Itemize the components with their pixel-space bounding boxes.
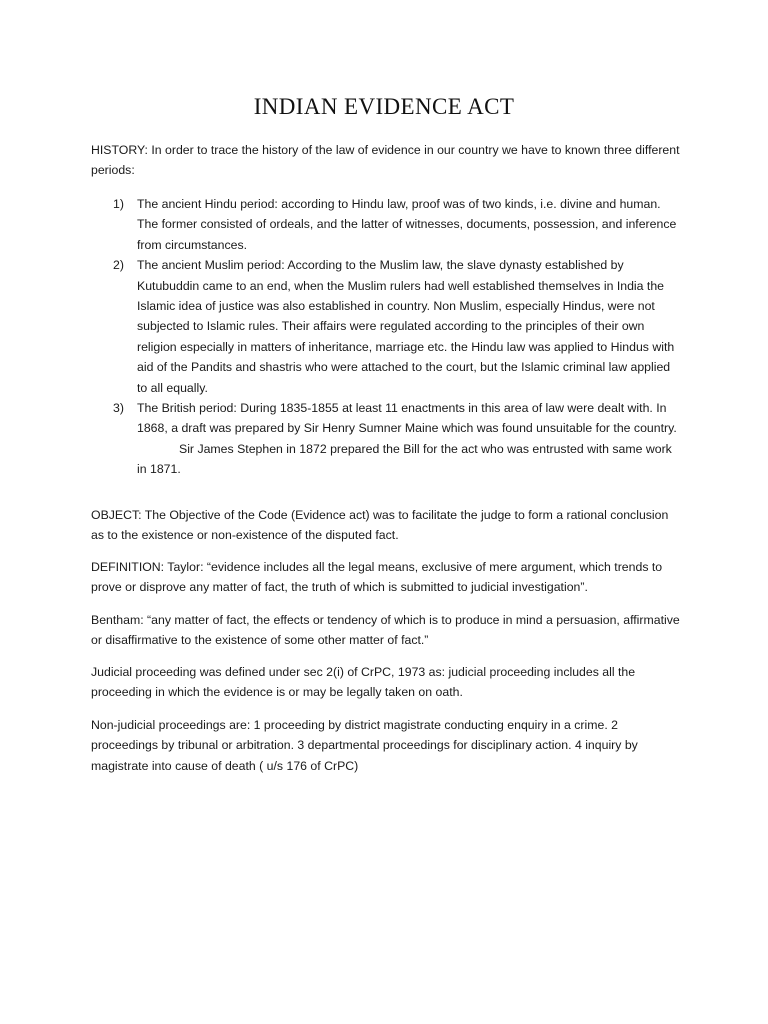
list-item-number: 1) xyxy=(113,197,124,211)
list-item-text: The ancient Muslim period: According to the Muslim law, the slave dynasty established by Kutubuddin came to an end, when the Muslim rulers had well established themselves in India the Islamic idea of justice was also established in country. Non Muslim, especially Hindus, were not subjected to Islamic rules. Their affairs were regulated according to the principles of their own religion especially in matters of inheritance, marriage etc. the Hindu law was applied to Hindus with aid of the Pandits and shastris who were attached to the court, but the Islamic criminal law applied to all equally. xyxy=(137,258,675,395)
stephen-paragraph: Sir James Stephen in 1872 prepared the Bill for the act who was entrusted with same work in 1871. xyxy=(137,441,672,477)
definition-paragraph: DEFINITION: Taylor: “evidence includes all the legal means, exclusive of mere argument, which trends to prove or disprove any matter of fact, the truth of which is submitted to judicial investigation”. xyxy=(91,560,663,595)
list-item-number: 2) xyxy=(113,258,124,273)
non-judicial-proceeding-paragraph: Non-judicial proceedings are: 1 proceeding by district magistrate conducting enquiry in a crime. 2 proceedings by tribunal or arbitration. 3 departmental proceedings for disciplinary action. 4 inquiry by magistrate into cause of death ( u/s 176 of CrPC) xyxy=(91,718,638,773)
list-item-number: 3) xyxy=(113,401,124,416)
list-item xyxy=(91,194,681,255)
judicial-proceeding-paragraph: Judicial proceeding was defined under sec 2(i) of CrPC, 1973 as: judicial proceeding includes all the proceeding in which the evidence is or may be legally taken on oath. xyxy=(91,665,636,700)
history-intro-paragraph: HISTORY: In order to trace the history of the law of evidence in our country we have to known three different periods: xyxy=(91,143,680,178)
object-paragraph: OBJECT: The Objective of the Code (Evidence act) was to facilitate the judge to form a rational conclusion as to the existence or non-existence of the disputed fact. xyxy=(91,508,669,543)
list-item-text: The ancient Hindu period: according to Hindu law, proof was of two kinds, i.e. divine and human. The former consisted of ordeals, and the latter of witnesses, documents, possession, and inference from circumstances. xyxy=(137,197,677,252)
bentham-paragraph: Bentham: “any matter of fact, the effects or tendency of which is to produce in mind a persuasion, affirmative or disaffirmative to the existence of some other matter of fact.” xyxy=(91,613,680,648)
list-item xyxy=(91,398,681,439)
list-item-text: The British period: During 1835-1855 at least 11 enactments in this area of law were dealt with. In 1868, a draft was prepared by Sir Henry Sumner Maine which was found unsuitable for the country. xyxy=(137,401,677,436)
list-item xyxy=(91,255,681,398)
history-periods-list xyxy=(91,194,681,480)
document-title: INDIAN EVIDENCE ACT xyxy=(253,94,515,119)
